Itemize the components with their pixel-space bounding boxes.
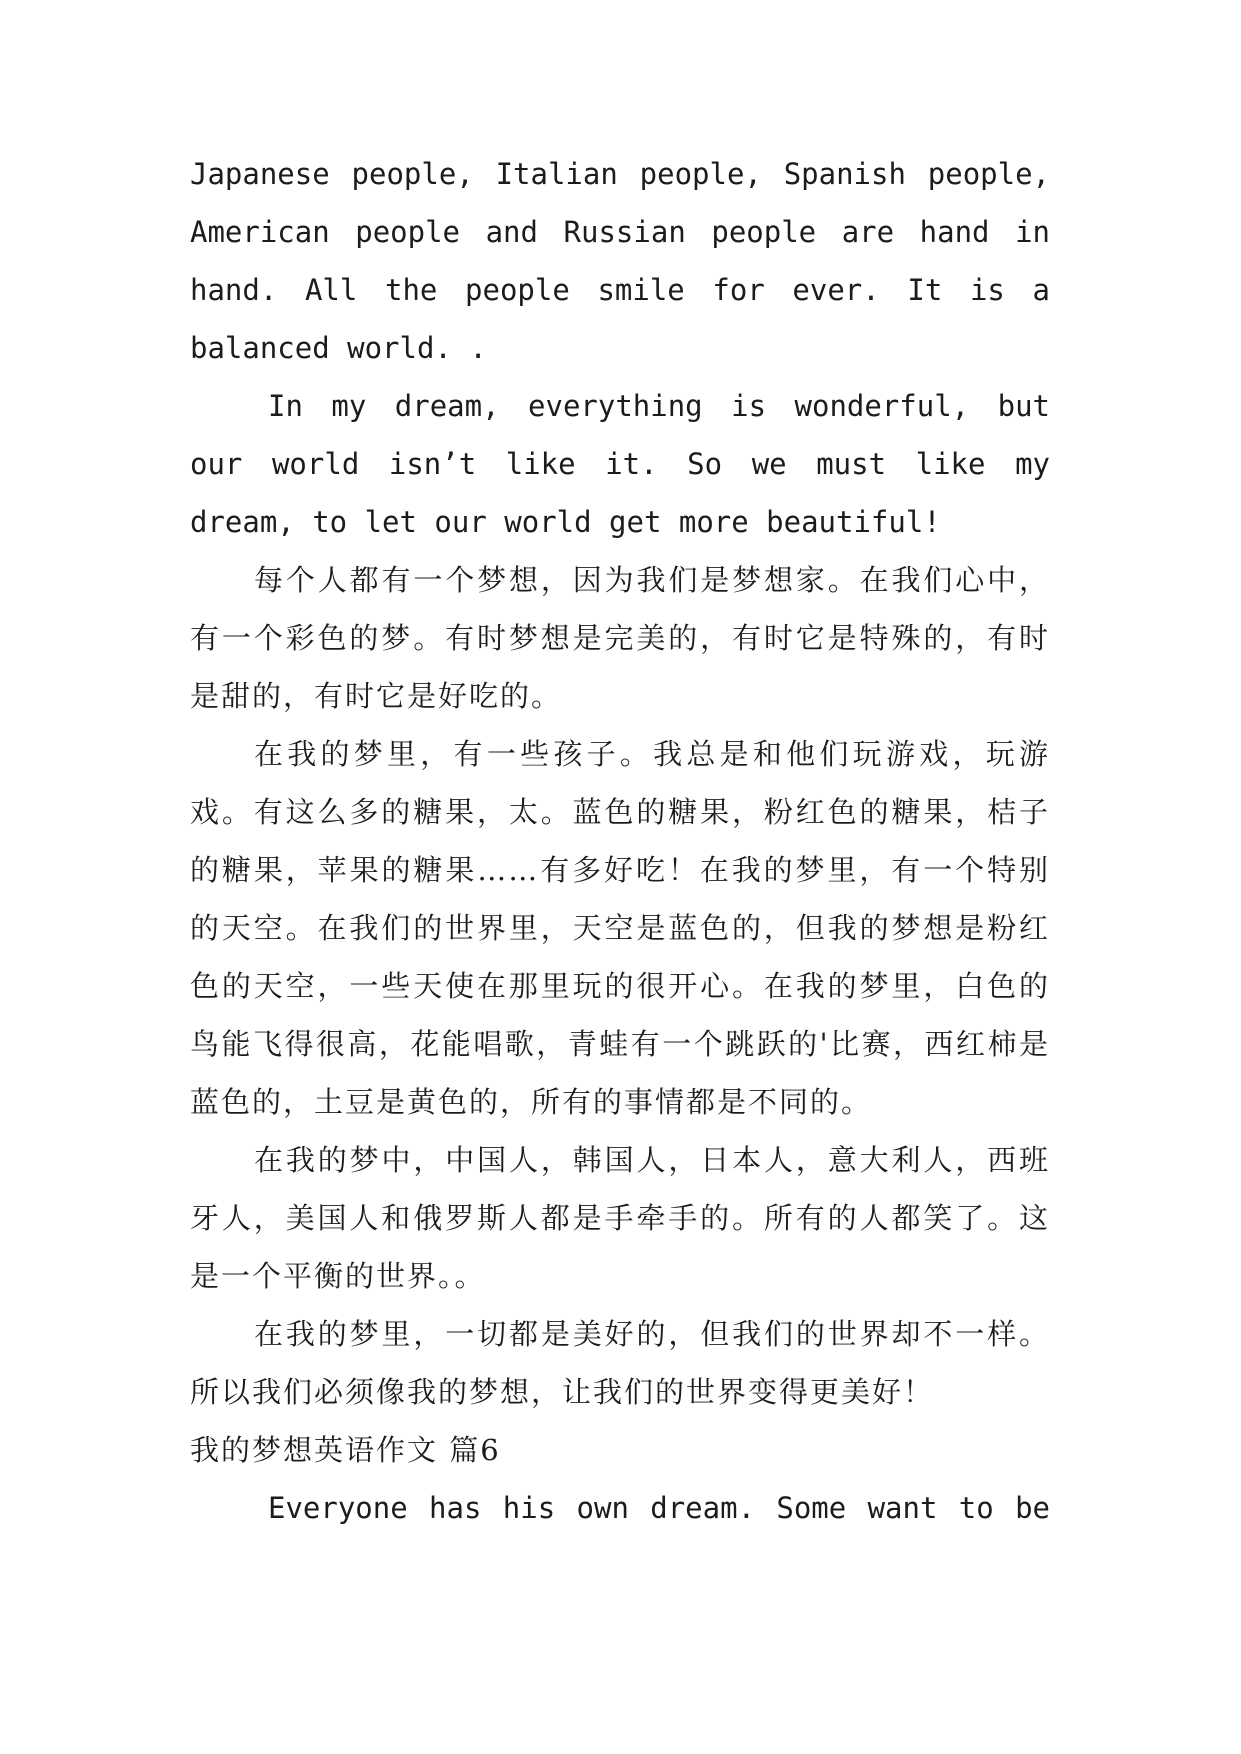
paragraph-chinese-4: 在我的梦里，一切都是美好的，但我们的世界却不一样。所以我们必须像我的梦想，让我们的世界变得更美好！ — [190, 1317, 1050, 1409]
paragraph-english-2: In my dream, everything is wonderful, but our world isn’t like it. So we must like my dream, to let our world get more beautiful! — [190, 389, 1050, 539]
paragraph-english-1: Japanese people, Italian people, Spanish people, American people and Russian people are hand in hand. All the people smile for ever. It is a balanced world. . — [190, 157, 1050, 365]
document-body — [190, 145, 1050, 1537]
paragraph-english-3: Everyone has his own dream. Some want to be — [268, 1491, 1050, 1525]
paragraph-chinese-3: 在我的梦中，中国人，韩国人，日本人，意大利人，西班牙人，美国人和俄罗斯人都是手牵手的。所有的人都笑了。这是一个平衡的世界。。 — [190, 1143, 1050, 1293]
paragraph-chinese-1: 每个人都有一个梦想，因为我们是梦想家。在我们心中，有一个彩色的梦。有时梦想是完美的，有时它是特殊的，有时是甜的，有时它是好吃的。 — [190, 563, 1050, 713]
section-heading: 我的梦想英语作文 篇6 — [190, 1433, 501, 1467]
paragraph-chinese-2: 在我的梦里，有一些孩子。我总是和他们玩游戏，玩游戏。有这么多的糖果，太。蓝色的糖果，粉红色的糖果，桔子的糖果，苹果的糖果……有多好吃！在我的梦里，有一个特别的天空。在我们的世界里，天空是蓝色的，但我的梦想是粉红色的天空，一些天使在那里玩的很开心。在我的梦里，白色的鸟能飞得很高，花能唱歌，青蛙有一个跳跃的'比赛，西红柿是蓝色的，土豆是黄色的，所有的事情都是不同的。 — [190, 737, 1050, 1119]
